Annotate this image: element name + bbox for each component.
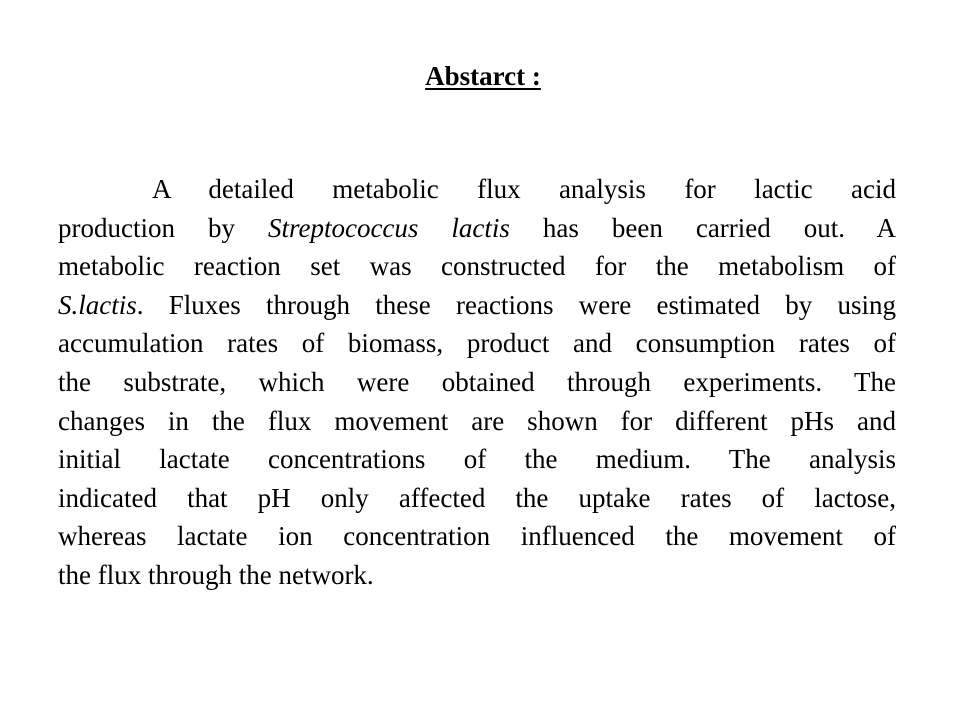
abstract-text: . Fluxes through these reactions were estimated by using: [136, 289, 896, 320]
abstract-line: [58, 324, 896, 363]
species-abbrev: S.lactis: [58, 289, 137, 320]
abstract-line: [58, 479, 896, 518]
abstract-text: production by: [58, 212, 268, 243]
abstract-line: [58, 517, 896, 556]
abstract-text: the substrate, which were obtained through experiments. The: [58, 366, 896, 397]
abstract-text: has been carried out. A: [509, 212, 897, 243]
abstract-line: [58, 402, 896, 441]
abstract-line: [58, 247, 896, 286]
abstract-text: accumulation rates of biomass, product and consumption rates of: [58, 328, 896, 359]
abstract-line: [58, 209, 896, 248]
species-name: Streptococcus lactis: [267, 212, 510, 243]
abstract-text: changes in the flux movement are shown for different pHs and: [58, 405, 896, 436]
abstract-line: [58, 363, 896, 402]
abstract-text: whereas lactate ion concentration influenced the movement of: [58, 521, 896, 552]
abstract-heading: [0, 56, 960, 96]
abstract-text: metabolic reaction set was constructed for the metabolism of: [58, 251, 896, 282]
abstract-line: [58, 556, 896, 595]
abstract-text: A detailed metabolic flux analysis for lactic acid: [152, 174, 896, 204]
abstract-text: the flux through the network.: [58, 559, 374, 590]
abstract-line: [58, 440, 896, 479]
abstract-text: initial lactate concentrations of the medium. The analysis: [58, 444, 896, 475]
abstract-line: [58, 286, 896, 325]
abstract-text: indicated that pH only affected the uptake rates of lactose,: [58, 482, 896, 513]
abstract-body: [58, 170, 896, 595]
abstract-heading-text: Abstarct :: [425, 61, 541, 91]
abstract-line: [58, 170, 896, 209]
